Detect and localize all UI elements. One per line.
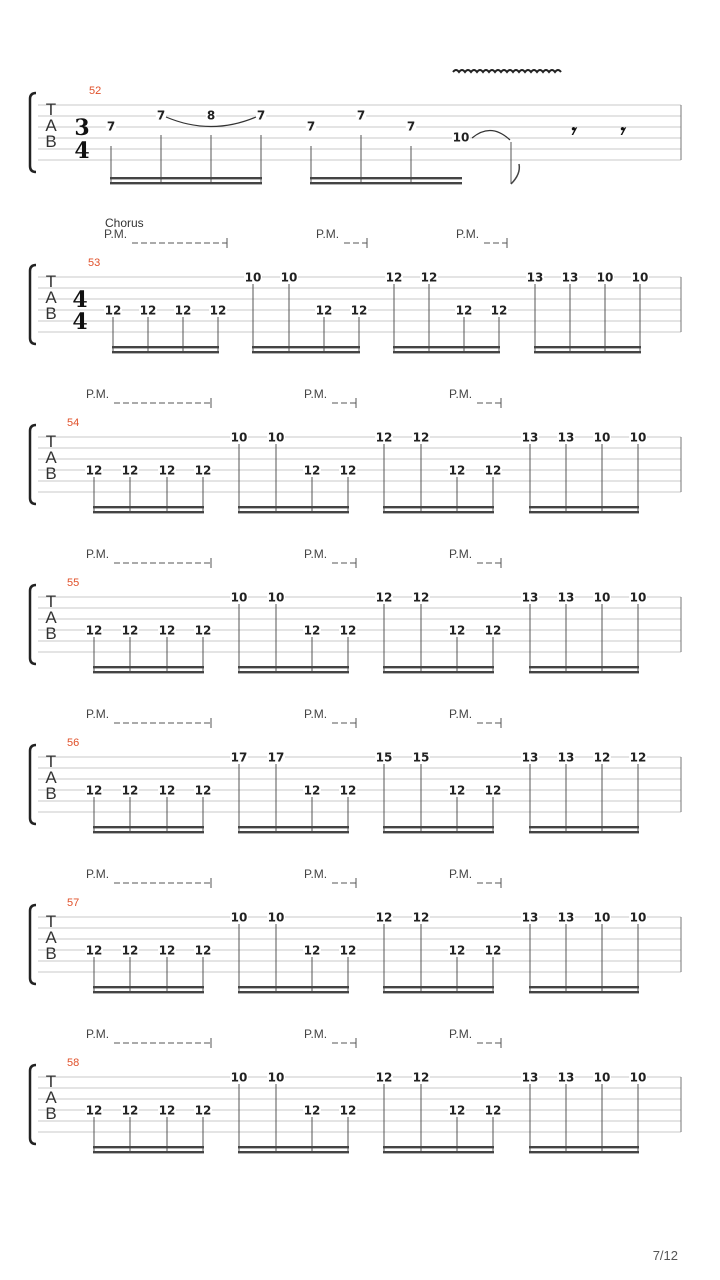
tab-clef-letter: A [45,768,57,787]
fret-number: 10 [230,1070,248,1085]
beam-primary [529,666,639,668]
beam-secondary [110,182,262,184]
tab-clef-letter: A [45,288,57,307]
palm-mute-label: P.M. [449,707,473,721]
fret-number: 12 [448,1103,466,1118]
fret-number: 12 [339,783,357,798]
beam-primary [383,986,494,988]
fret-number: 12 [194,463,212,478]
beam-primary [383,826,494,828]
measure-number: 55 [67,577,80,589]
beam-secondary [93,511,204,513]
fret-number: 10 [596,270,614,285]
fret-number: 12 [85,623,103,638]
fret-number: 10 [629,910,647,925]
fret-number: 12 [629,750,647,765]
fret-number: 12 [158,783,176,798]
measure-number: 56 [67,737,80,749]
fret-number: 7 [256,108,266,123]
fret-number: 10 [629,1070,647,1085]
measure-number: 58 [67,1057,80,1069]
beam-primary [529,506,639,508]
palm-mute-label: P.M. [304,387,328,401]
staff-bracket [30,905,36,984]
fret-number: 12 [339,1103,357,1118]
staff-bracket [30,93,36,172]
beam-secondary [310,182,462,184]
fret-number: 13 [526,270,544,285]
beam-primary [383,1146,494,1148]
fret-number: 13 [521,430,539,445]
staff-bracket [30,425,36,504]
fret-number: 12 [412,590,430,605]
fret-number: 10 [267,430,285,445]
fret-number: 10 [230,910,248,925]
fret-number: 12 [448,943,466,958]
fret-number: 12 [158,463,176,478]
tab-clef-letter: T [45,912,57,931]
beam-secondary [238,831,349,833]
fret-number: 8 [206,108,216,123]
beam-secondary [238,511,349,513]
fret-number: 13 [561,270,579,285]
fret-number: 12 [375,910,393,925]
beam-primary [238,1146,349,1148]
beam-primary [93,506,204,508]
beam-secondary [112,351,219,353]
fret-number: 13 [557,750,575,765]
fret-number: 13 [557,1070,575,1085]
fret-number: 12 [194,943,212,958]
fret-number: 12 [209,303,227,318]
tab-clef-letter: B [45,784,57,803]
beam-primary [393,346,500,348]
beam-secondary [383,511,494,513]
tab-clef-letter: B [45,132,57,151]
fret-number: 12 [121,463,139,478]
staff-bracket [30,745,36,824]
beam-primary [252,346,360,348]
fret-number: 12 [448,623,466,638]
fret-number: 7 [156,108,166,123]
measure-number: 57 [67,897,80,909]
fret-number: 12 [339,943,357,958]
fret-number: 12 [303,943,321,958]
palm-mute-label: P.M. [449,1027,473,1041]
fret-number: 12 [194,783,212,798]
time-signature-top: 3 [74,115,90,141]
measure-number: 54 [67,417,80,429]
beam-secondary [93,671,204,673]
fret-number: 10 [267,1070,285,1085]
fret-number: 10 [267,590,285,605]
palm-mute-label: P.M. [304,547,328,561]
fret-number: 12 [194,623,212,638]
fret-number: 12 [448,463,466,478]
tab-clef-letter: T [45,752,57,771]
tab-clef-letter: T [45,592,57,611]
beam-secondary [93,831,204,833]
fret-number: 12 [484,623,502,638]
tie [472,130,510,140]
measure-number: 52 [89,85,102,97]
fret-number: 13 [557,590,575,605]
fret-number: 12 [484,783,502,798]
palm-mute-label: P.M. [304,1027,328,1041]
beam-secondary [529,991,639,993]
staff-bracket [30,265,36,344]
palm-mute-label: P.M. [456,227,480,241]
palm-mute-label: P.M. [86,387,110,401]
fret-number: 12 [158,623,176,638]
beam-secondary [238,671,349,673]
fret-number: 12 [158,943,176,958]
fret-number: 12 [412,1070,430,1085]
time-signature-top: 4 [72,287,88,313]
fret-number: 13 [557,430,575,445]
beam-secondary [238,991,349,993]
palm-mute-label: P.M. [86,1027,110,1041]
fret-number: 12 [85,783,103,798]
tab-clef-letter: T [45,432,57,451]
beam-secondary [383,991,494,993]
fret-number: 10 [629,430,647,445]
fret-number: 7 [106,119,116,134]
tab-clef-letter: T [45,272,57,291]
palm-mute-label: P.M. [304,707,328,721]
fret-number: 12 [484,1103,502,1118]
tab-clef-letter: B [45,304,57,323]
beam-secondary [529,671,639,673]
fret-number: 10 [593,430,611,445]
fret-number: 10 [230,590,248,605]
note-flag [511,164,519,184]
time-signature-bottom: 4 [72,309,88,335]
measure-number: 53 [88,257,101,269]
beam-primary [110,177,262,179]
fret-number: 12 [303,463,321,478]
beam-primary [93,666,204,668]
page-number: 7/12 [652,1248,678,1263]
fret-number: 12 [121,943,139,958]
fret-number: 10 [593,590,611,605]
beam-secondary [252,351,360,353]
tab-clef-letter: T [45,1072,57,1091]
fret-number: 12 [385,270,403,285]
fret-number: 7 [356,108,366,123]
fret-number: 7 [306,119,316,134]
tab-clef-letter: B [45,624,57,643]
fret-number: 12 [375,1070,393,1085]
fret-number: 12 [350,303,368,318]
beam-secondary [238,1151,349,1153]
fret-number: 7 [406,119,416,134]
fret-number: 12 [448,783,466,798]
palm-mute-label: P.M. [86,867,110,881]
fret-number: 10 [631,270,649,285]
beam-secondary [534,351,641,353]
beam-primary [93,1146,204,1148]
fret-number: 13 [521,1070,539,1085]
tab-clef-letter: A [45,608,57,627]
palm-mute-label: P.M. [104,227,128,241]
tab-clef-letter: A [45,1088,57,1107]
fret-number: 10 [593,1070,611,1085]
tab-clef-letter: A [45,116,57,135]
beam-primary [93,826,204,828]
fret-number: 12 [303,623,321,638]
fret-number: 12 [593,750,611,765]
fret-number: 12 [315,303,333,318]
tab-clef-letter: B [45,944,57,963]
fret-number: 10 [244,270,262,285]
fret-number: 12 [85,463,103,478]
beam-primary [529,1146,639,1148]
fret-number: 13 [521,750,539,765]
time-signature-bottom: 4 [74,138,90,164]
fret-number: 10 [230,430,248,445]
beam-secondary [383,1151,494,1153]
fret-number: 10 [593,910,611,925]
fret-number: 12 [121,783,139,798]
fret-number: 12 [139,303,157,318]
palm-mute-label: P.M. [86,547,110,561]
palm-mute-label: P.M. [449,387,473,401]
fret-number: 17 [230,750,248,765]
beam-primary [93,986,204,988]
fret-number: 12 [303,783,321,798]
beam-secondary [529,831,639,833]
beam-secondary [383,671,494,673]
beam-secondary [529,1151,639,1153]
palm-mute-label: P.M. [449,547,473,561]
fret-number: 10 [280,270,298,285]
fret-number: 15 [375,750,393,765]
fret-number: 12 [174,303,192,318]
fret-number: 12 [490,303,508,318]
tab-clef-letter: A [45,448,57,467]
palm-mute-label: P.M. [449,867,473,881]
beam-primary [534,346,641,348]
beam-primary [310,177,462,179]
fret-number: 12 [85,943,103,958]
fret-number: 12 [303,1103,321,1118]
fret-number: 12 [339,623,357,638]
fret-number: 12 [412,910,430,925]
eighth-rest: 𝄾 [569,119,575,143]
tab-clef-letter: T [45,100,57,119]
fret-number: 10 [629,590,647,605]
tab-clef-letter: B [45,1104,57,1123]
fret-number: 12 [121,623,139,638]
beam-secondary [383,831,494,833]
fret-number: 17 [267,750,285,765]
eighth-rest: 𝄾 [618,119,624,143]
fret-number: 12 [412,430,430,445]
beam-primary [238,666,349,668]
tab-clef-letter: A [45,928,57,947]
beam-primary [238,986,349,988]
fret-number: 12 [375,430,393,445]
beam-secondary [529,511,639,513]
beam-secondary [93,1151,204,1153]
beam-primary [383,506,494,508]
beam-primary [238,506,349,508]
fret-number: 12 [484,463,502,478]
fret-number: 13 [521,590,539,605]
beam-primary [383,666,494,668]
palm-mute-label: P.M. [316,227,340,241]
vibrato-squiggle [453,70,561,72]
fret-number: 13 [521,910,539,925]
palm-mute-label: P.M. [304,867,328,881]
fret-number: 12 [339,463,357,478]
staff-bracket [30,585,36,664]
fret-number: 12 [85,1103,103,1118]
fret-number: 10 [452,130,470,145]
beam-primary [529,986,639,988]
beam-primary [529,826,639,828]
fret-number: 13 [557,910,575,925]
fret-number: 12 [455,303,473,318]
beam-primary [112,346,219,348]
beam-secondary [393,351,500,353]
beam-secondary [93,991,204,993]
fret-number: 12 [158,1103,176,1118]
beam-primary [238,826,349,828]
fret-number: 10 [267,910,285,925]
fret-number: 12 [104,303,122,318]
section-label: Chorus [105,216,144,230]
fret-number: 12 [375,590,393,605]
fret-number: 12 [121,1103,139,1118]
fret-number: 12 [194,1103,212,1118]
fret-number: 15 [412,750,430,765]
palm-mute-label: P.M. [86,707,110,721]
tab-clef-letter: B [45,464,57,483]
fret-number: 12 [484,943,502,958]
fret-number: 12 [420,270,438,285]
staff-bracket [30,1065,36,1144]
